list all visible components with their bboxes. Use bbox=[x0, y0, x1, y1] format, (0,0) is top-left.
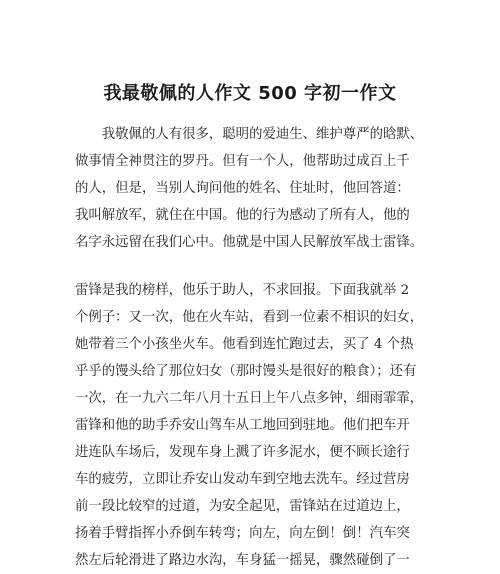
paragraph-line: 个例子：又一次，他在火车站，看到一位素不相识的妇女， bbox=[75, 310, 424, 325]
paragraph-line: 乎乎的馒头给了那位妇女（那时馒头是很好的粮食）；还有 bbox=[75, 364, 417, 379]
paragraph-line: 然左后轮滑进了路边水沟，车身猛一摇晃，骤然碰倒了一 bbox=[75, 553, 410, 568]
paragraph-line: 一次，在一九六二年八月十五日上午八点多钟，细雨霏霏， bbox=[75, 391, 424, 406]
paragraph-line: 扬着手臂指挥小乔倒车转弯；向左，向左倒！倒！汽车突 bbox=[75, 526, 410, 541]
paragraph-line: 我叫解放军，就住在中国。他的行为感动了所有人，他的 bbox=[75, 208, 410, 223]
paragraph-line: 的人，但是，当别人询问他的姓名、住址时，他回答道： bbox=[75, 181, 410, 196]
paragraph-line: 雷锋是我的榜样，他乐于助人，不求回报。下面我就举 2 bbox=[75, 283, 410, 298]
document-title: 我最敬佩的人作文 500 字初一作文 bbox=[103, 83, 397, 104]
paragraph-line: 车的疲劳，立即让乔安山发动车到空地去洗车。经过营房 bbox=[75, 472, 410, 487]
paragraph-line: 名字永远留在我们心中。他就是中国人民解放军战士雷锋。 bbox=[75, 235, 424, 250]
paragraph-line: 做事情全神贯注的罗丹。但有一个人，他帮助过成百上千 bbox=[75, 154, 410, 169]
paragraph-line: 她带着三个小孩坐火车。他看到连忙跑过去，买了 4 个热 bbox=[75, 337, 414, 352]
paragraph-line: 前一段比较窄的过道，为安全起见，雷锋站在过道边上， bbox=[75, 499, 410, 514]
paragraph-line: 雷锋和他的助手乔安山驾车从工地回到驻地。他们把车开 bbox=[75, 418, 410, 433]
paragraph-1 bbox=[75, 121, 430, 256]
paragraph-line: 我敬佩的人有很多，聪明的爱迪生、维护尊严的晗默、 bbox=[75, 127, 424, 142]
paragraph-line: 进连队车场后，发现车身上溅了许多泥水，便不顾长途行 bbox=[75, 445, 410, 460]
paragraph-2 bbox=[75, 277, 430, 574]
